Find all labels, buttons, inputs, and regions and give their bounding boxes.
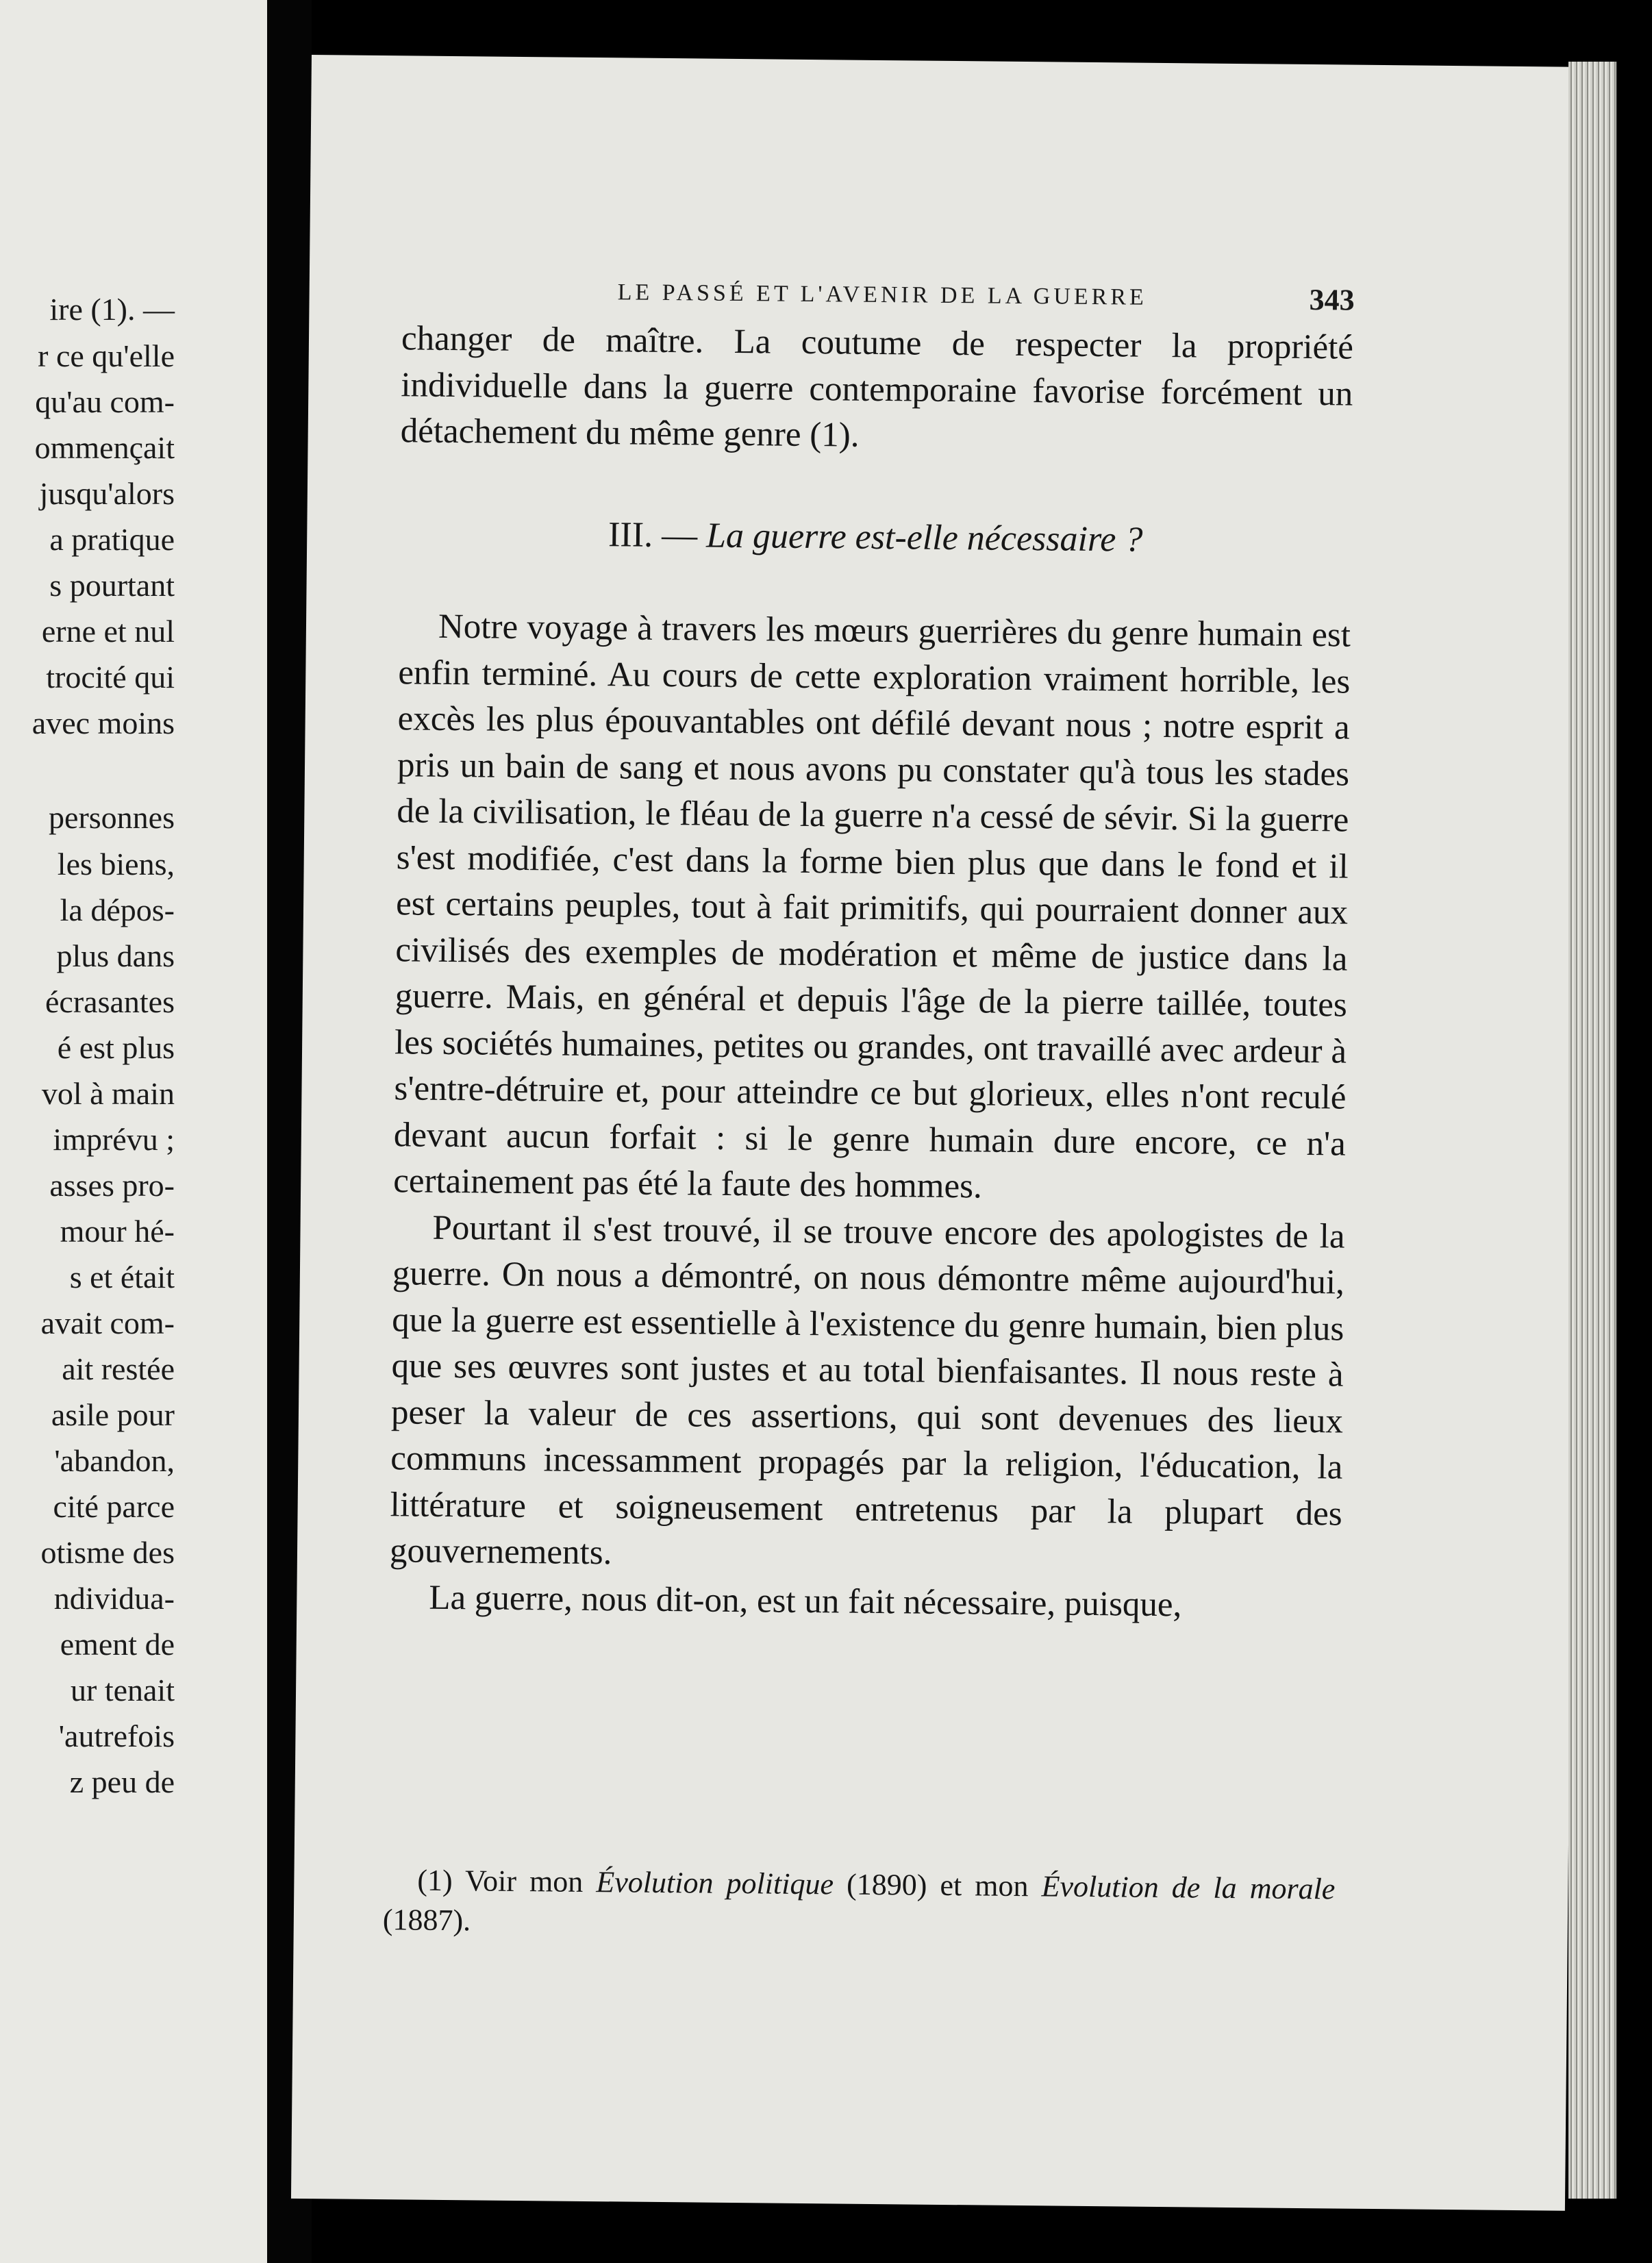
left-page-line: a pratique xyxy=(49,522,175,557)
left-page-line: qu'au com- xyxy=(35,384,175,419)
footnote-marker: (1) xyxy=(417,1863,453,1898)
page-number: 343 xyxy=(1309,283,1355,317)
left-page-line: s et était xyxy=(69,1260,175,1295)
left-page-line: ndividua- xyxy=(53,1581,175,1616)
left-page-line: ommençait xyxy=(34,430,175,465)
left-page-line: imprévu ; xyxy=(53,1122,175,1157)
footnote-text: (1887). xyxy=(382,1903,471,1938)
left-page-line: cité parce xyxy=(53,1489,175,1524)
left-page-line: écrasantes xyxy=(45,984,175,1019)
left-page-line: ire (1). — xyxy=(49,292,175,327)
running-head xyxy=(309,277,1583,323)
left-page-line: otisme des xyxy=(40,1535,175,1570)
left-page-line: avait com- xyxy=(40,1305,175,1340)
left-page-line: personnes xyxy=(49,800,175,835)
left-page-line: r ce qu'elle xyxy=(38,338,175,373)
left-page-line: ur tenait xyxy=(71,1673,175,1708)
left-page-line: les biens, xyxy=(57,847,175,882)
left-page-line: asses pro- xyxy=(49,1168,175,1203)
left-page-line: jusqu'alors xyxy=(39,476,175,511)
left-page-line: erne et nul xyxy=(41,614,175,649)
section-heading xyxy=(399,510,1352,565)
footnote-text: Voir mon xyxy=(464,1864,584,1899)
footnote-text: (1890) et mon xyxy=(846,1867,1029,1903)
left-page-line: ait restée xyxy=(62,1351,175,1386)
left-page-line: mour hé- xyxy=(60,1214,175,1249)
running-head-title: LE PASSÉ ET L'AVENIR DE LA GUERRE xyxy=(617,279,1147,310)
footnote xyxy=(383,1860,1336,1949)
paragraph: Notre voyage à travers les mœurs guerrières du genre humain est enfin terminé. Au cours de cette exploration vraiment horrible, les excès les plus épouvantables ont défilé devant nous ; notre esprit a pris un bain de sang et nous avons pu constater qu'à tous les stades de la civilisation, le fléau de la guerre n'a cessé de sévir. Si la guerre s'est modifiée, c'est dans la forme bien plus que dans le fond et il est certains peuples, tout à fait primitifs, qui pourraient donner aux civilisés des exemples de modération et même de justice dans la guerre. Mais, en général et depuis l'âge de la pierre taillée, toutes les sociétés humaines, petites ou grandes, ont travaillé avec ardeur à s'entre-détruire et, pour atteindre ce but glorieux, elles n'ont reculé devant aucun forfait : si le genre humain dure encore, ce n'a certainement pas été la faute des hommes. xyxy=(392,607,1351,1206)
section-title: La guerre est-elle nécessaire ? xyxy=(705,516,1143,560)
left-page-line: 'autrefois xyxy=(58,1718,175,1753)
left-page-line: trocité qui xyxy=(46,660,175,695)
left-page-line: é est plus xyxy=(57,1030,175,1065)
right-page xyxy=(291,55,1586,2211)
footnote-work-title: Évolution politique xyxy=(596,1865,834,1901)
body-text xyxy=(389,316,1353,1629)
left-page-line: la dépos- xyxy=(60,892,175,927)
paragraph-continuation: changer de maître. La coutume de respecter la propriété individuelle dans la guerre contemporaine favorise forcément un détachement du même genre (1). xyxy=(400,319,1354,455)
left-page-line: s pourtant xyxy=(49,568,175,603)
page-edges xyxy=(1568,62,1616,2199)
left-page-line: vol à main xyxy=(41,1076,175,1111)
footnote-work-title: Évolution de la morale xyxy=(1041,1869,1336,1906)
paragraph: La guerre, nous dit-on, est un fait nécessaire, puisque, xyxy=(429,1578,1182,1624)
left-page-line: asile pour xyxy=(51,1397,175,1432)
left-page-line: 'abandon, xyxy=(54,1443,175,1478)
left-page-line: plus dans xyxy=(56,938,175,973)
left-page-line: ement de xyxy=(60,1627,175,1662)
section-number: III. — xyxy=(608,514,698,555)
left-page-line: avec moins xyxy=(32,705,175,740)
left-page-fragment xyxy=(0,0,267,2263)
left-page-line: z peu de xyxy=(69,1764,175,1799)
paragraph: Pourtant il s'est trouvé, il se trouve encore des apologistes de la guerre. On nous a démontré, on nous démontre même aujourd'hui, que la guerre est essentielle à l'existence du genre humain, bien plus que ses œuvres sont justes et au total bienfaisantes. Il nous reste à peser la valeur de ces assertions, qui sont devenues des lieux communs incessamment propagés par la religion, l'éducation, la littérature et soigneusement entretenus par la plupart des gouvernements. xyxy=(389,1208,1345,1573)
